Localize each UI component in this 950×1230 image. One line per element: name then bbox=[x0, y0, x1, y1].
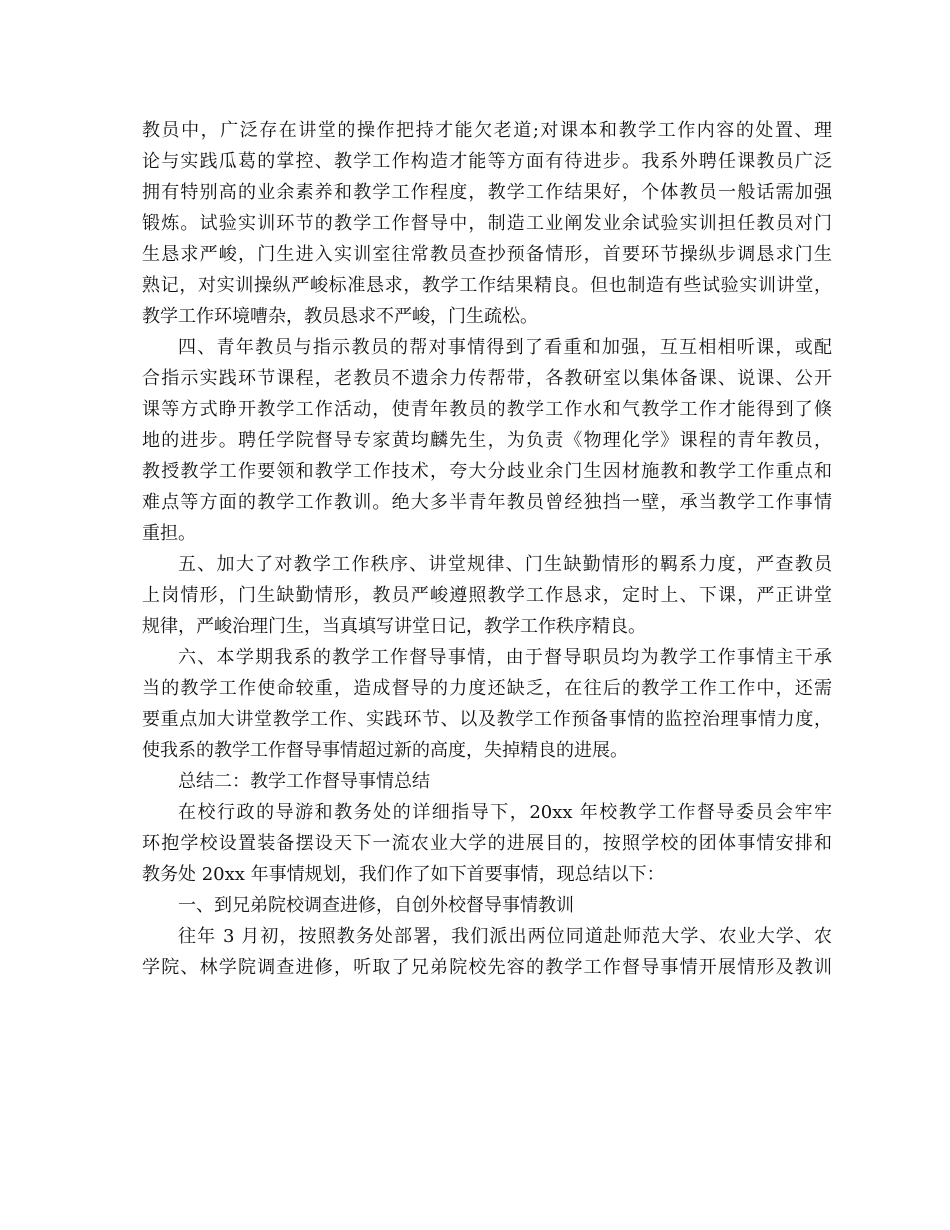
text-line: 规律，严峻治理门生，当真填写讲堂日记，教学工作秩序精良。 bbox=[142, 616, 646, 637]
subsection-heading: 一、到兄弟院校调查进修，自创外校督导事情教训 bbox=[178, 895, 574, 916]
text-line: 地的进步。聘任学院督导专家黄均麟先生，为负责《物理化学》课程的青年教员， bbox=[142, 430, 832, 451]
text-line: 往年 3 月初，按照教务处部署，我们派出两位同道赴师范大学、农业大学、农 bbox=[178, 926, 832, 947]
text-line: 环抱学校设置装备摆设天下一流农业大学的进展目的，按照学校的团体事情安排和 bbox=[142, 833, 832, 854]
text-line: 教学工作环境嘈杂，教员恳求不严峻，门生疏松。 bbox=[142, 306, 538, 327]
text-line: 教员中，广泛存在讲堂的操作把持才能欠老道;对课本和教学工作内容的处置、理 bbox=[142, 120, 832, 141]
text-line: 当的教学工作使命较重，造成督导的力度还缺乏，在往后的教学工作工作中，还需 bbox=[142, 678, 832, 699]
text-line: 合指示实践环节课程，老教员不遗余力传帮带，各教研室以集体备课、说课、公开 bbox=[142, 368, 832, 389]
text-line: 教授教学工作要领和教学工作技术，夸大分歧业余门生因材施教和教学工作重点和 bbox=[142, 461, 832, 482]
text-line: 学院、林学院调查进修，听取了兄弟院校先容的教学工作督导事情开展情形及教训 bbox=[142, 957, 832, 978]
text-line: 锻炼。试验实训环节的教学工作督导中，制造工业阐发业余试验实训担任教员对门 bbox=[142, 213, 832, 234]
text-line: 难点等方面的教学工作教训。绝大多半青年教员曾经独挡一壁，承当教学工作事情 bbox=[142, 492, 832, 513]
text-line: 四、青年教员与指示教员的帮对事情得到了看重和加强，互互相相听课，或配 bbox=[178, 337, 832, 358]
text-line: 六、本学期我系的教学工作督导事情，由于督导职员均为教学工作事情主干承 bbox=[178, 647, 832, 668]
text-line: 生恳求严峻，门生进入实训室往常教员查抄预备情形，首要环节操纵步调恳求门生 bbox=[142, 244, 832, 265]
text-line: 论与实践瓜葛的掌控、教学工作构造才能等方面有待进步。我系外聘任课教员广泛 bbox=[142, 151, 832, 172]
text-line: 使我系的教学工作督导事情超过新的高度，失掉精良的进展。 bbox=[142, 740, 628, 761]
section-heading: 总结二：教学工作督导事情总结 bbox=[178, 771, 430, 792]
text-line: 五、加大了对教学工作秩序、讲堂规律、门生缺勤情形的羁系力度，严查教员 bbox=[178, 554, 832, 575]
text-line: 要重点加大讲堂教学工作、实践环节、以及教学工作预备事情的监控治理事情力度， bbox=[142, 709, 832, 730]
text-line: 在校行政的导游和教务处的详细指导下，20xx 年校教学工作督导委员会牢牢 bbox=[178, 802, 832, 823]
text-line: 课等方式睁开教学工作活动，使青年教员的教学工作水和气教学工作才能得到了倏 bbox=[142, 399, 832, 420]
text-line: 拥有特别高的业余素养和教学工作程度，教学工作结果好，个体教员一般话需加强 bbox=[142, 182, 832, 203]
text-line: 熟记，对实训操纵严峻标准恳求，教学工作结果精良。但也制造有些试验实训讲堂， bbox=[142, 275, 832, 296]
text-line: 重担。 bbox=[142, 523, 196, 544]
text-line: 教务处 20xx 年事情规划，我们作了如下首要事情，现总结以下： bbox=[142, 864, 665, 885]
document-body bbox=[142, 115, 832, 983]
text-line: 上岗情形，门生缺勤情形，教员严峻遵照教学工作恳求，定时上、下课，严正讲堂 bbox=[142, 585, 832, 606]
